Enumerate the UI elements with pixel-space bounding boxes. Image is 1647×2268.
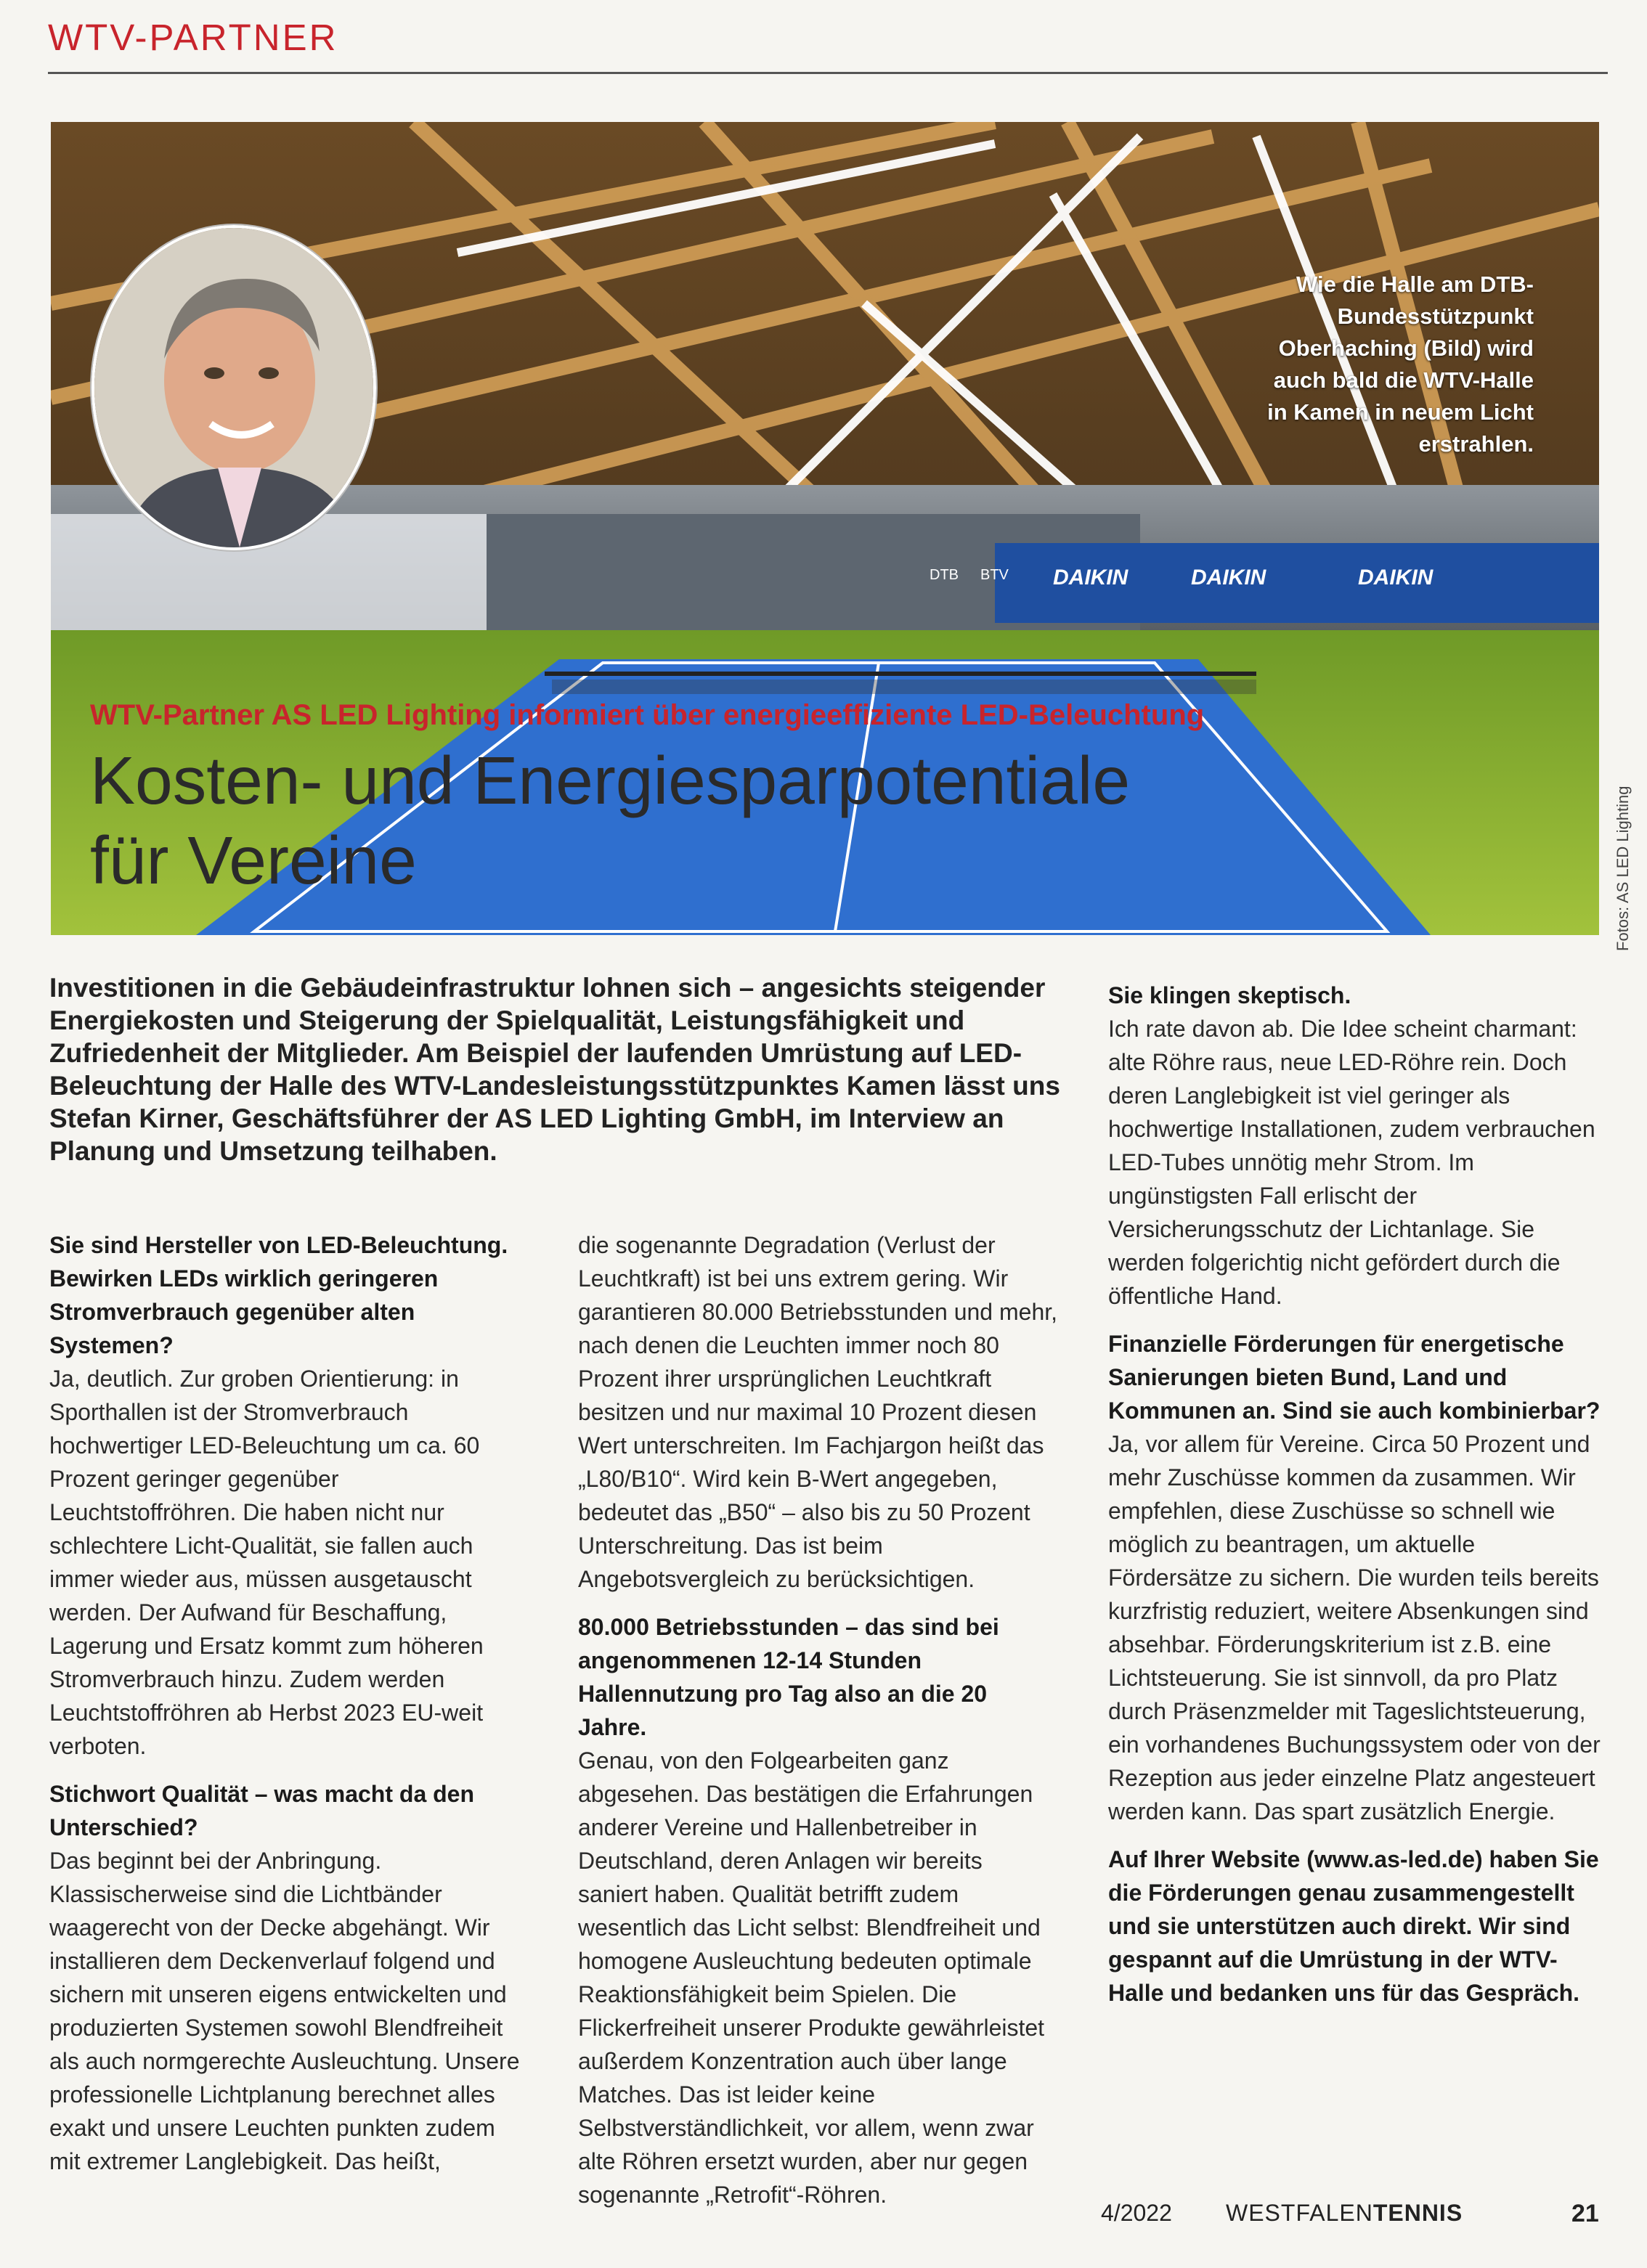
interview-question: Finanzielle Förderungen für energetische Sanierungen bieten Bund, Land und Kommunen an. Sind sie auch kombinierbar? [1108, 1331, 1601, 1424]
banner-daikin-1: DAIKIN [1053, 566, 1128, 590]
banner-btv: BTV [980, 567, 1009, 583]
headline-line-1: Kosten- und Energiesparpotentiale [90, 743, 1131, 818]
interview-question: Stichwort Qualität – was macht da den Unterschied? [49, 1781, 475, 1840]
article-column-1 [49, 1228, 529, 2178]
banner-dtb: DTB [930, 567, 959, 583]
interview-answer: Ja, deutlich. Zur groben Orientierung: in Sporthallen ist der Stromverbrauch hochwertiger LED-Beleuchtung um ca. 60 Prozent geringer gegenüber Leuchtstoffröhren. Die haben nicht nur schlechtere Licht-Qualität, sie fallen auch immer wieder aus, müssen ausgetauscht werden. Der Aufwand für Beschaffung, Lagerung und Ersatz kommt zum höheren Stromverbrauch hinzu. Zudem werden Leuchtstoffröhren ab Herbst 2023 EU-weit verboten. [49, 1366, 484, 1759]
interview-answer: Das beginnt bei der Anbringung. Klassischerweise sind die Lichtbänder waagerecht von der Decke abgehängt. Wir installieren dem Deckenverlauf folgend und sichern mit unseren eigens entwickelten und produzierten Systemen sowohl Blendfreiheit als auch normgerechte Ausleuchtung. Unsere professionelle Lichtplanung berechnet alles exakt und unsere Leuchten punkten zudem mit extremer Langlebigkeit. Das heißt, [49, 1848, 520, 2174]
interview-answer: Genau, von den Folgearbeiten ganz abgesehen. Das bestätigen die Erfahrungen anderer Vereine und Hallenbetreiber in Deutschland, deren Anlagen wir bereits saniert haben. Qualität betrifft zudem wesentlich das Licht selbst: Blendfreiheit und homogene Ausleuchtung bedeuten optimale Reaktionsfähigkeit beim Spielen. Die Flickerfreiheit unserer Produkte gewährleistet außerdem Konzentration auch über lange Matches. Das ist leider keine Selbstverständlichkeit, vor allem, wenn zwar alte Röhren ersetzt wurden, aber nur gegen sogenannte „Retrofit“-Röhren. [578, 1747, 1045, 2208]
article-kicker: WTV-Partner AS LED Lighting informiert über energieeffiziente LED-Beleuchtung [90, 699, 1205, 731]
portrait-illustration [94, 228, 373, 547]
interview-answer: Ich rate davon ab. Die Idee scheint charmant: alte Röhre raus, neue LED-Röhre rein. Doch deren Langlebigkeit ist viel geringer als hochwertige Installationen, zudem verbrauchen LED-Tubes unnötig mehr Strom. Im ungünstigsten Fall erlischt der Versicherungsschutz der Lichtanlage. Sie werden folgerichtig nicht gefördert durch die öffentliche Hand. [1108, 1016, 1595, 1309]
photo-credit: Fotos: AS LED Lighting [1614, 786, 1632, 951]
issue-number: 4/2022 [1101, 2200, 1172, 2226]
magazine-name-part2: TENNIS [1372, 2200, 1463, 2226]
interview-question: 80.000 Betriebsstunden – das sind bei angenommenen 12-14 Stunden Hallennutzung pro Tag also an die 20 Jahre. [578, 1614, 999, 1740]
magazine-name [1226, 2200, 1463, 2227]
headline-line-2: für Vereine [90, 823, 417, 898]
lead-paragraph: Investitionen in die Gebäudeinfrastruktur lohnen sich – angesichts steigender Energiekosten und Steigerung der Spielqualität, Leistungsfähigkeit und Zufriedenheit der Mitglieder. Am Beispiel der laufenden Umrüstung auf LED-Beleuchtung der Halle des WTV-Landesleistungsstützpunktes Kamen lässt uns Stefan Kirner, Geschäftsführer der AS LED Lighting GmbH, im Interview an Planung und Umsetzung teilhaben. [49, 973, 1060, 1166]
banner-daikin-3: DAIKIN [1358, 566, 1434, 590]
article-column-2 [578, 1228, 1057, 2211]
interview-question: Sie sind Hersteller von LED-Beleuchtung. Bewirken LEDs wirklich geringeren Stromverbrauch gegenüber alten Systemen? [49, 1232, 508, 1358]
closing-statement: Auf Ihrer Website (www.as-led.de) haben Sie die Förderungen genau zusammengestellt und sie unterstützen auch direkt. Wir sind gespannt auf die Umrüstung in der WTV-Halle und bedanken uns für das Gespräch. [1108, 1846, 1599, 2006]
article-headline [90, 741, 1470, 900]
page-number: 21 [1571, 2200, 1599, 2227]
header-rule [48, 72, 1608, 74]
interview-question: Sie klingen skeptisch. [1108, 982, 1351, 1008]
banner-daikin-2: DAIKIN [1191, 566, 1266, 590]
photo-caption: Wie die Halle am DTB-Bundesstützpunkt Oberhaching (Bild) wird auch bald die WTV-Halle in Kamen in neuem Licht erstrahlen. [1267, 272, 1534, 457]
interview-answer: Ja, vor allem für Vereine. Circa 50 Prozent und mehr Zuschüsse kommen da zusammen. Wir empfehlen, diese Zuschüsse so schnell wie möglich zu beantragen, um aktuelle Fördersätze zu sichern. Die wurden teils bereits kurzfristig reduziert, weitere Absenkungen sind absehbar. Förderungskriterium ist z.B. eine Lichtsteuerung. Sie ist sinnvoll, da pro Platz durch Präsenzmelder mit Tageslichtsteuerung, ein vorhandenes Buchungssystem oder von der Rezeption aus jeder einzelne Platz angesteuert werden kann. Das spart zusätzlich Energie. [1108, 1431, 1601, 1824]
portrait-stefan-kirner [92, 225, 376, 550]
article-column-3 [1108, 979, 1602, 2010]
magazine-name-part1: WESTFALEN [1226, 2200, 1373, 2226]
interview-answer: die sogenannte Degradation (Verlust der Leuchtkraft) ist bei uns extrem gering. Wir garantieren 80.000 Betriebsstunden und mehr, nach denen die Leuchten immer noch 80 Prozent ihrer ursprünglichen Leuchtkraft besitzen und nur maximal 10 Prozent diesen Wert unterschreiten. Im Fachjargon heißt das „L80/B10“. Wird kein B-Wert angegeben, bedeutet das „B50“ – also bis zu 50 Prozent Unterschreitung. Das ist beim Angebotsvergleich zu berücksichtigen. [578, 1232, 1058, 1592]
section-label: WTV-PARTNER [48, 17, 338, 58]
